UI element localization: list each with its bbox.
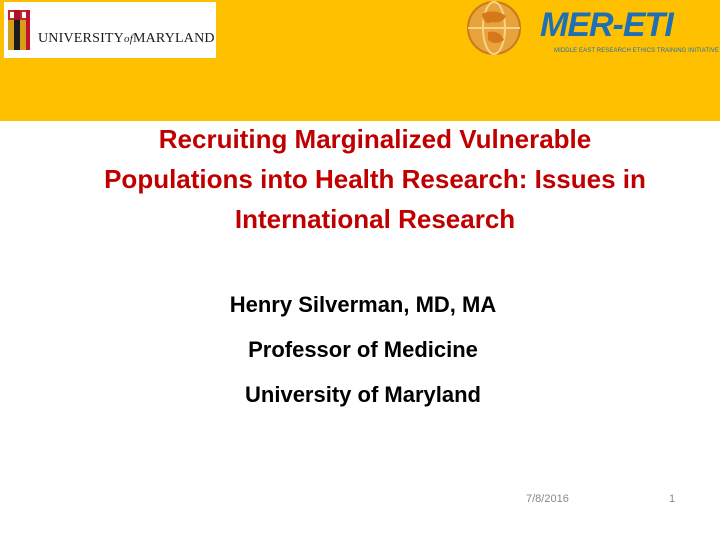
footer-page-number: 1: [669, 493, 676, 505]
umd-shield-icon: [4, 2, 216, 58]
mereti-subtitle: MIDDLE EAST RESEARCH ETHICS TRAINING INITIATIVE: [554, 48, 720, 54]
footer-date: 7/8/2016: [526, 493, 569, 505]
slide-title: [30, 119, 720, 239]
mereti-wordmark: MER-ETI: [540, 6, 673, 44]
umd-word-maryland: MARYLAND: [132, 31, 215, 46]
author-name: Henry Silverman, MD, MA: [229, 292, 497, 317]
mereti-logo: [462, 0, 720, 60]
umd-wordmark: [38, 31, 215, 47]
title-line-3: International Research: [234, 204, 516, 234]
umd-word-of: of: [124, 33, 133, 45]
globe-icon: [462, 0, 542, 60]
title-line-2: Populations into Health Research: Issues in: [104, 164, 646, 194]
author-position: Professor of Medicine: [248, 337, 478, 362]
university-of-maryland-logo: [4, 2, 216, 58]
umd-word-university: UNIVERSITY: [38, 31, 124, 46]
author-block: [0, 282, 720, 417]
author-institution: University of Maryland: [245, 382, 481, 407]
title-line-1: Recruiting Marginalized Vulnerable: [158, 124, 592, 154]
